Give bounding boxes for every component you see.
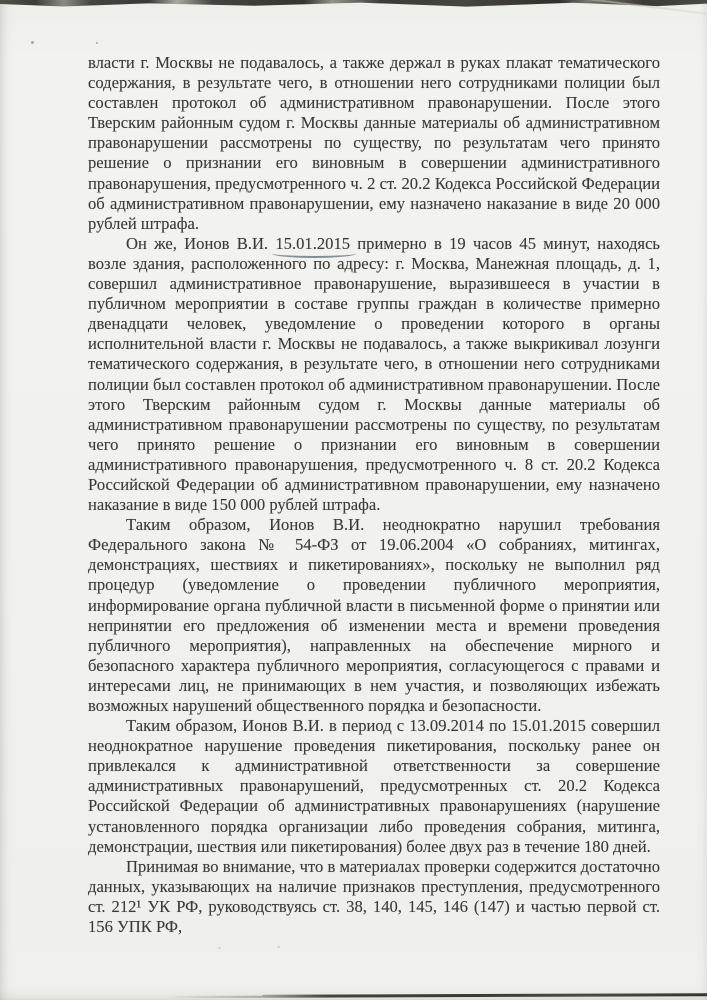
scan-speck (277, 946, 280, 948)
paragraph-law-violations: Таким образом, Ионов В.И. неоднократно нарушил требования Федерального закона № 54-ФЗ от 19.06.2004 «О собраниях, митингах, демонстрациях, шествиях и пикетированиях», поскольку не выполнил ряд процедур (уведомление о проведении публичного мероприятия, информирование органа публичной власти в письменной форме о принятии или непринятии его предложения об изменении места и времени проведения публичного мероприятия), направленных на обеспечение мирного и безопасного характера публичного мероприятия, согласующегося с правами и интересами лиц, не принимающих в нем участия, и позволяющих избежать возможных нарушений общественного порядка и безопасности. (88, 515, 660, 715)
document-body-text (88, 53, 660, 937)
paragraph-second-offense-pre: Он же, Ионов В.И. (126, 233, 276, 253)
paragraph-conclusion-grounds: Принимая во внимание, что в материалах проверки содержится достаточно данных, указывающих на наличие признаков преступления, предусмотренного ст. 212¹ УК РФ, руководствуясь ст. 38, 140, 145, 146 (147) и частью первой ст. 156 УПК РФ, (88, 856, 660, 937)
scan-speck (218, 947, 221, 949)
underlined-date: 15.01.2015 (275, 233, 351, 253)
scan-speck (31, 41, 34, 44)
paragraph-repeated-violation-period: Таким образом, Ионов В.И. в период с 13.09.2014 по 15.01.2015 совершил неоднократное нарушение проведения пикетирования, поскольку ранее он привлекался к административной ответственности за совершение административных правонарушений, предусмотренных ст. 20.2 Кодекса Российской Федерации об административных правонарушениях (нарушение установленного порядка организации либо проведения собрания, митинга, демонстрации, шествия или пикетирования) более двух раз в течение 180 дней. (88, 716, 660, 856)
paragraph-continuation-first-offense: власти г. Москвы не подавалось, а также держал в руках плакат тематического содержания, в результате чего, в отношении него сотрудниками полиции был составлен протокол об административном правонарушении. После этого Тверским районным судом г. Москвы данные материалы об административном правонарушении рассмотрены по существу, по результатам чего принято решение о признании его виновным в совершении административного правонарушения, предусмотренного ч. 2 ст. 20.2 Кодекса Российской Федерации об административном правонарушении, ему назначено наказание в виде 20 000 рублей штрафа. (88, 53, 660, 233)
scan-speck (96, 42, 98, 44)
paragraph-second-offense-post: примерно в 19 часов 45 минут, находясь возле здания, расположенного по адресу: г. Москва, Манежная площадь, д. 1, совершил административное правонарушение, выразившееся в участии в публичном мероприятии в составе группы граждан в количестве примерно двенадцати человек, уведомление о проведении которого в органы исполнительной власти г. Москвы не подавалось, а также выкрикивал лозунги тематического содержания, в результате чего, в отношении него сотрудниками полиции был составлен протокол об административном правонарушении. После этого Тверским районным судом г. Москвы данные материалы об административном правонарушении рассмотрены по существу, по результатам чего принято решение о признании его виновным в совершении административного правонарушения, предусмотренного ч. 8 ст. 20.2 Кодекса Российской Федерации об административном правонарушении, ему назначено наказание в виде 150 000 рублей штрафа. (88, 233, 660, 515)
scan-artifact-bottom-edge (262, 993, 707, 997)
paragraph-second-offense (88, 234, 660, 515)
